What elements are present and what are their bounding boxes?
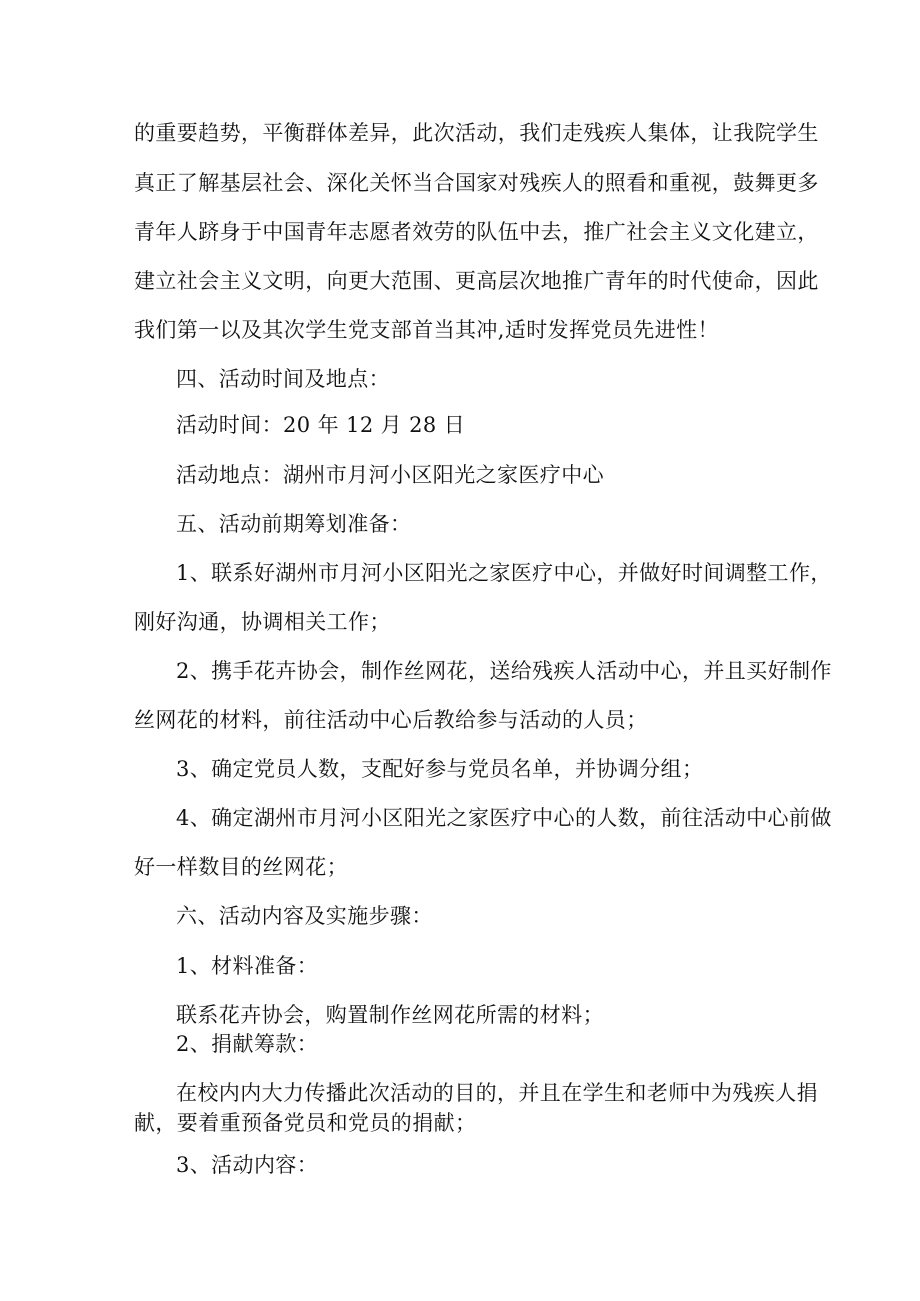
section-heading-4: 四、活动时间及地点： — [176, 367, 390, 391]
paragraph-line: 我们第一以及其次学生党支部首当其冲,适时发挥党员先进性！ — [134, 318, 719, 342]
activity-time: 活动时间：20 年 12 月 28 日 — [176, 413, 466, 437]
step-body: 联系花卉协会，购置制作丝网花所需的材料； — [176, 1003, 604, 1027]
paragraph-line: 建立社会主义文明，向更大范围、更高层次地推广青年的时代使命，因此 — [134, 269, 819, 293]
activity-location: 活动地点：湖州市月河小区阳光之家医疗中心 — [176, 463, 604, 487]
step-heading: 1、材料准备： — [176, 954, 319, 978]
list-item-line: 刚好沟通，协调相关工作； — [134, 610, 391, 634]
paragraph-line: 青年人跻身于中国青年志愿者效劳的队伍中去，推广社会主义文化建立， — [134, 220, 819, 244]
list-item-line: 1、联系好湖州市月河小区阳光之家医疗中心，并做好时间调整工作， — [176, 561, 832, 585]
paragraph-line: 的重要趋势，平衡群体差异，此次活动，我们走残疾人集体，让我院学生 — [134, 121, 819, 145]
step-body: 在校内内大力传播此次活动的目的，并且在学生和老师中为残疾人捐 — [176, 1081, 818, 1105]
section-heading-5: 五、活动前期筹划准备： — [176, 512, 412, 536]
list-item-line: 4、确定湖州市月河小区阳光之家医疗中心的人数，前往活动中心前做 — [176, 806, 832, 830]
section-heading-6: 六、活动内容及实施步骤： — [176, 904, 433, 928]
list-item-line: 3、确定党员人数，支配好参与党员名单，并协调分组； — [176, 757, 704, 781]
step-heading: 2、捐献筹款： — [176, 1032, 319, 1056]
paragraph-line: 真正了解基层社会、深化关怀当合国家对残疾人的照看和重视，鼓舞更多 — [134, 171, 819, 195]
list-item-line: 丝网花的材料，前往活动中心后教给参与活动的人员； — [134, 708, 648, 732]
step-heading: 3、活动内容： — [176, 1153, 319, 1177]
list-item-line: 好一样数目的丝网花； — [134, 855, 348, 879]
list-item-line: 2、携手花卉协会，制作丝网花，送给残疾人活动中心，并且买好制作 — [176, 659, 832, 683]
step-body: 献，要着重预备党员和党员的捐献； — [134, 1111, 477, 1135]
